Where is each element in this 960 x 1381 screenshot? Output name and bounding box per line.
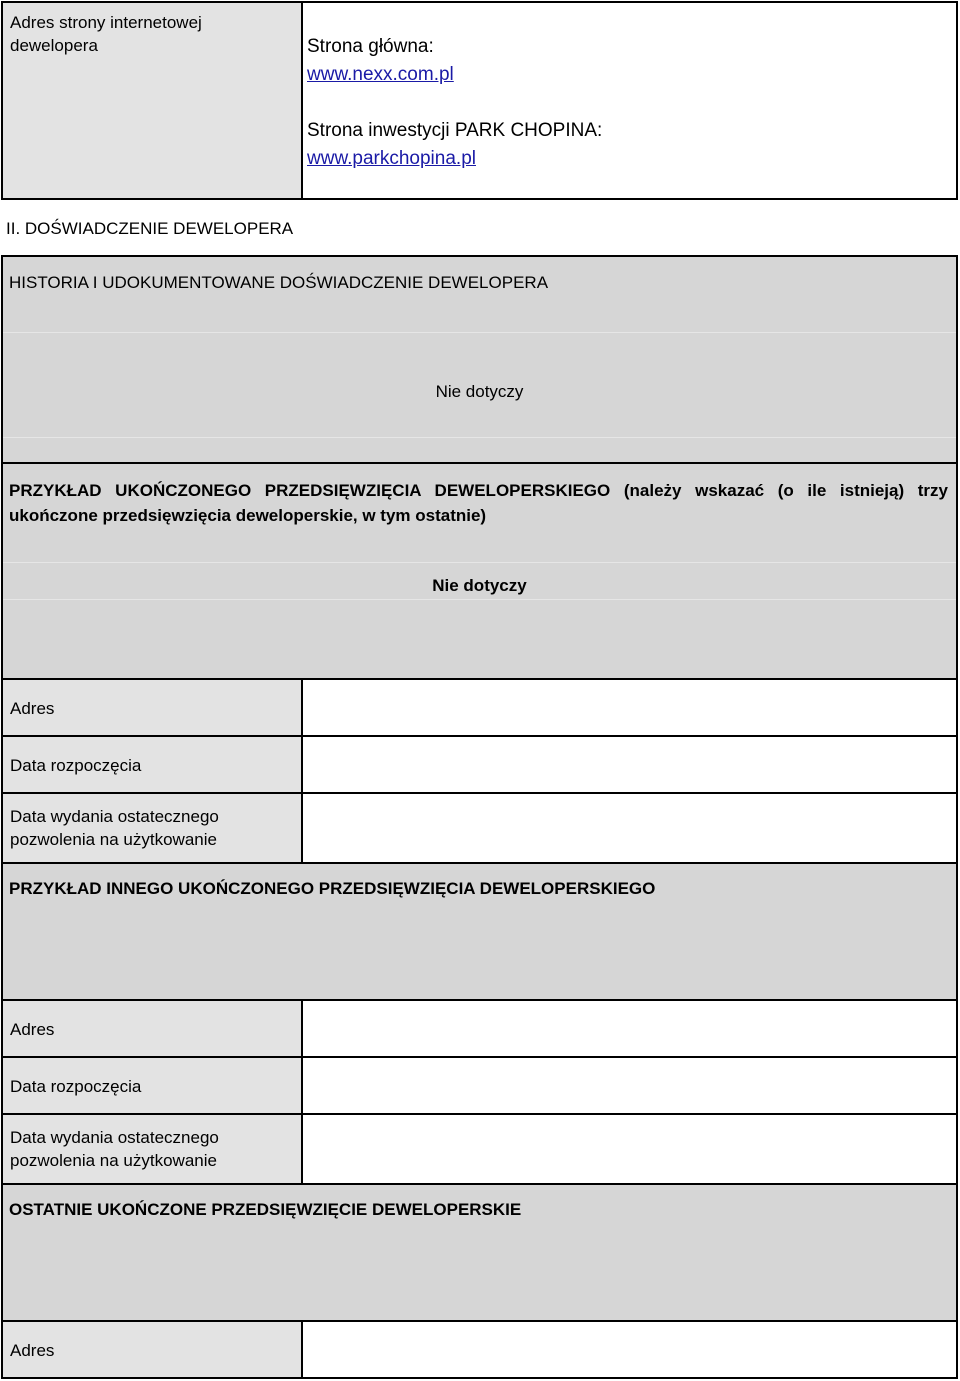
example-start-label-cell (1, 735, 303, 794)
other-example-block (1, 862, 958, 1001)
investment-page-label: Strona inwestycji PARK CHOPINA: (307, 120, 603, 141)
history-block (1, 255, 958, 464)
history-title: HISTORIA I UDOKUMENTOWANE DOŚWIADCZENIE DEWELOPERA (9, 273, 549, 292)
example-block (1, 462, 958, 680)
last-address-label-cell (1, 1320, 303, 1379)
example-start-value (301, 735, 958, 794)
example-address-value (301, 678, 958, 737)
other-permit-value (301, 1113, 958, 1185)
main-page-label: Strona główna: (307, 36, 434, 57)
example-start-label: Data rozpoczęcia (10, 756, 142, 775)
example-address-label: Adres (10, 699, 55, 718)
other-address-label-cell (1, 999, 303, 1058)
other-permit-label: Data wydania ostatecznego pozwolenia na użytkowanie (10, 1128, 219, 1170)
other-start-label: Data rozpoczęcia (10, 1077, 142, 1096)
other-start-value (301, 1056, 958, 1115)
other-start-label-cell (1, 1056, 303, 1115)
example-title: PRZYKŁAD UKOŃCZONEGO PRZEDSIĘWZIĘCIA DEWELOPERSKIEGO (należy wskazać (o ile istnieją) trzy ukończone przedsięwzięcia deweloperskie, w tym ostatnie) (9, 481, 948, 525)
other-address-label: Adres (10, 1020, 55, 1039)
example-permit-label: Data wydania ostatecznego pozwolenia na użytkowanie (10, 807, 219, 849)
website-label-cell (1, 1, 303, 200)
other-permit-label-cell (1, 1113, 303, 1185)
example-permit-value (301, 792, 958, 864)
history-value: Nie dotyczy (435, 382, 524, 401)
investment-page-link[interactable]: www.parkchopina.pl (307, 148, 476, 169)
website-value-cell (301, 1, 958, 200)
example-address-label-cell (1, 678, 303, 737)
other-address-value (301, 999, 958, 1058)
main-page-link[interactable]: www.nexx.com.pl (307, 64, 454, 85)
section-title: II. DOŚWIADCZENIE DEWELOPERA (6, 219, 294, 238)
example-value: Nie dotyczy (432, 576, 527, 595)
last-address-label: Adres (10, 1341, 55, 1360)
last-example-title: OSTATNIE UKOŃCZONE PRZEDSIĘWZIĘCIE DEWELOPERSKIE (9, 1200, 522, 1219)
last-address-value (301, 1320, 958, 1379)
example-permit-label-cell (1, 792, 303, 864)
other-example-title: PRZYKŁAD INNEGO UKOŃCZONEGO PRZEDSIĘWZIĘCIA DEWELOPERSKIEGO (9, 879, 656, 898)
last-example-block (1, 1183, 958, 1322)
website-label: Adres strony internetowej dewelopera (10, 13, 202, 55)
